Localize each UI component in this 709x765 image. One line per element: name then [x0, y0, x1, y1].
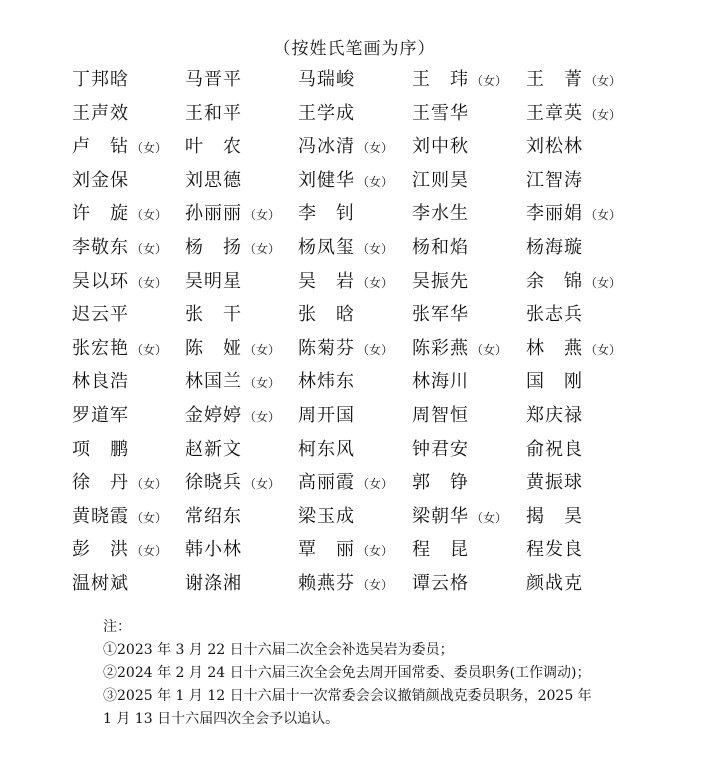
member-entry [526, 265, 621, 299]
member-entry [298, 97, 355, 131]
member-name: 刘思德 [185, 169, 242, 191]
note-line-1: ①2023 年 3 月 22 日十六届二次全会补选吴岩为委员； [103, 642, 454, 658]
female-marker: （女） [131, 275, 168, 290]
member-entry [412, 197, 469, 231]
name-row [72, 63, 672, 97]
member-name: 马晋平 [185, 69, 242, 90]
member-name: 王声效 [72, 102, 129, 124]
member-name: 刘松林 [526, 136, 583, 158]
member-entry [72, 332, 167, 366]
female-marker: （女） [131, 141, 168, 156]
member-name: 程发良 [526, 539, 583, 561]
member-name: 柯东风 [298, 438, 355, 460]
member-entry [412, 164, 469, 198]
member-name: 孙丽丽 [185, 203, 242, 225]
member-name: 张 干 [185, 304, 242, 326]
female-marker: （女） [131, 241, 168, 256]
member-name: 林海川 [412, 371, 469, 393]
note-line-4: 1 月 13 日十六届四次全会予以追认。 [103, 711, 340, 727]
member-name: 徐晓兵 [185, 472, 242, 494]
female-marker: （女） [244, 241, 281, 256]
member-name: 卢 钻 [72, 136, 129, 158]
member-name: 俞祝良 [526, 438, 583, 460]
member-entry [526, 197, 621, 231]
member-entry [185, 63, 242, 97]
member-name: 刘金保 [72, 169, 129, 191]
member-name-grid [72, 63, 672, 601]
member-entry [185, 433, 242, 467]
member-name: 杨和焰 [412, 236, 469, 258]
member-name: 刘健华 [298, 169, 355, 191]
member-entry [412, 265, 469, 299]
member-entry [72, 533, 167, 567]
member-entry [185, 164, 242, 198]
member-name: 余 锦 [526, 270, 583, 292]
member-name: 吴明星 [185, 270, 242, 292]
member-entry [526, 567, 583, 601]
notes-section [103, 616, 663, 731]
member-entry [526, 332, 621, 366]
member-entry [298, 197, 355, 231]
member-entry [72, 567, 129, 601]
female-marker: （女） [357, 477, 394, 492]
member-entry [72, 231, 167, 265]
name-row [72, 533, 672, 567]
member-name: 郑庆禄 [526, 404, 583, 426]
female-marker: （女） [131, 544, 168, 559]
member-entry [526, 500, 583, 534]
female-marker: （女） [357, 544, 394, 559]
member-entry [72, 365, 129, 399]
member-entry [185, 466, 280, 500]
female-marker: （女） [244, 342, 281, 357]
member-name: 国 刚 [526, 371, 583, 393]
female-marker: （女） [585, 275, 622, 290]
name-row [72, 399, 672, 433]
member-name: 吴以环 [72, 270, 129, 292]
name-row [72, 265, 672, 299]
female-marker: （女） [585, 107, 622, 122]
member-entry [185, 231, 280, 265]
female-marker: （女） [585, 342, 622, 357]
female-marker: （女） [131, 477, 168, 492]
female-marker: （女） [585, 208, 622, 223]
name-row [72, 164, 672, 198]
member-name: 江智涛 [526, 169, 583, 191]
member-entry [412, 466, 469, 500]
member-name: 王学成 [298, 102, 355, 124]
member-name: 林良浩 [72, 371, 129, 393]
member-entry [526, 399, 583, 433]
member-entry [412, 298, 469, 332]
member-entry [298, 298, 355, 332]
member-name: 李 钊 [298, 203, 355, 225]
name-row [72, 130, 672, 164]
member-name: 刘中秋 [412, 136, 469, 158]
member-entry [185, 265, 242, 299]
member-entry [298, 500, 355, 534]
name-row [72, 298, 672, 332]
member-name: 张宏艳 [72, 337, 129, 359]
member-entry [526, 97, 621, 131]
name-row [72, 197, 672, 231]
member-name: 王雪华 [412, 102, 469, 124]
note-line-3: ③2025 年 1 月 12 日十六届十一次常委会会议撤销颜战克委员职务，2025 年 [103, 688, 592, 704]
member-name: 张志兵 [526, 304, 583, 326]
member-name: 王 菁 [526, 69, 583, 90]
female-marker: （女） [357, 342, 394, 357]
member-entry [412, 365, 469, 399]
member-entry [412, 533, 469, 567]
member-entry [72, 265, 167, 299]
member-entry [185, 97, 242, 131]
member-name: 钟君安 [412, 438, 469, 460]
member-name: 揭 昊 [526, 505, 583, 527]
member-entry [72, 399, 129, 433]
name-row [72, 231, 672, 265]
member-entry [185, 332, 280, 366]
name-row [72, 433, 672, 467]
female-marker: （女） [471, 74, 508, 88]
member-entry [412, 332, 507, 366]
member-name: 常绍东 [185, 505, 242, 527]
member-entry [412, 433, 469, 467]
female-marker: （女） [131, 208, 168, 223]
member-name: 颜战克 [526, 572, 583, 594]
member-entry [72, 466, 167, 500]
female-marker: （女） [357, 174, 394, 189]
member-entry [185, 533, 242, 567]
member-name: 吴 岩 [298, 270, 355, 292]
female-marker: （女） [244, 477, 281, 492]
member-entry [298, 365, 355, 399]
member-name: 谭云格 [412, 572, 469, 594]
member-entry [526, 298, 583, 332]
member-entry [72, 130, 167, 164]
name-row [72, 365, 672, 399]
member-entry [526, 365, 583, 399]
female-marker: （女） [357, 577, 394, 592]
member-entry [72, 298, 129, 332]
member-name: 丁邦晗 [72, 69, 129, 90]
member-name: 许 旋 [72, 203, 129, 225]
member-name: 程 昆 [412, 539, 469, 561]
member-name: 张军华 [412, 304, 469, 326]
member-name: 赖燕芬 [298, 572, 355, 594]
female-marker: （女） [471, 342, 508, 357]
member-entry [298, 533, 393, 567]
member-name: 周智恒 [412, 404, 469, 426]
member-entry [298, 164, 393, 198]
member-name: 杨海璇 [526, 236, 583, 258]
member-entry [526, 533, 583, 567]
member-name: 项 鹏 [72, 438, 129, 460]
member-entry [412, 399, 469, 433]
member-name: 韩小林 [185, 539, 242, 561]
member-name: 江则昊 [412, 169, 469, 191]
member-name: 陈 娅 [185, 337, 242, 359]
member-name: 谢涤湘 [185, 572, 242, 594]
member-entry [185, 298, 242, 332]
member-entry [185, 130, 242, 164]
member-name: 李丽娟 [526, 203, 583, 225]
member-entry [298, 265, 393, 299]
member-entry [412, 130, 469, 164]
member-name: 梁朝华 [412, 505, 469, 527]
member-name: 黄振球 [526, 472, 583, 494]
member-entry [72, 63, 129, 97]
member-entry [72, 97, 129, 131]
member-name: 李敬东 [72, 236, 129, 258]
member-entry [185, 197, 280, 231]
list-heading: （按姓氏笔画为序） [273, 39, 436, 59]
female-marker: （女） [244, 376, 281, 391]
member-entry [185, 399, 280, 433]
member-name: 王章英 [526, 102, 583, 124]
member-name: 赵新文 [185, 438, 242, 460]
member-entry [526, 433, 583, 467]
member-entry [185, 500, 242, 534]
member-name: 彭 洪 [72, 539, 129, 561]
member-entry [72, 500, 167, 534]
member-name: 陈彩燕 [412, 337, 469, 359]
member-name: 黄晓霞 [72, 505, 129, 527]
female-marker: （女） [471, 510, 508, 525]
name-row [72, 567, 672, 601]
member-entry [185, 365, 280, 399]
member-entry [72, 433, 129, 467]
member-entry [412, 567, 469, 601]
female-marker: （女） [244, 409, 281, 424]
member-entry [185, 567, 242, 601]
female-marker: （女） [244, 208, 281, 223]
member-entry [298, 231, 393, 265]
member-name: 覃 丽 [298, 539, 355, 561]
member-entry [526, 466, 583, 500]
member-name: 李水生 [412, 203, 469, 225]
name-row [72, 97, 672, 131]
female-marker: （女） [357, 241, 394, 256]
member-entry [298, 433, 355, 467]
member-name: 马瑞峻 [298, 69, 355, 90]
member-name: 陈菊芬 [298, 337, 355, 359]
female-marker: （女） [585, 74, 622, 88]
member-name: 梁玉成 [298, 505, 355, 527]
member-entry [412, 97, 469, 131]
note-line-2: ②2024 年 2 月 24 日十六届三次全会免去周开国常委、委员职务(工作调动)； [103, 665, 591, 681]
member-name: 周开国 [298, 404, 355, 426]
member-entry [412, 500, 507, 534]
female-marker: （女） [131, 510, 168, 525]
member-entry [526, 63, 621, 97]
member-name: 金婷婷 [185, 404, 242, 426]
member-name: 徐 丹 [72, 472, 129, 494]
name-row [72, 332, 672, 366]
member-entry [526, 164, 583, 198]
member-name: 林国兰 [185, 371, 242, 393]
member-name: 林 燕 [526, 337, 583, 359]
member-name: 郭 铮 [412, 472, 469, 494]
member-entry [298, 567, 393, 601]
name-row [72, 500, 672, 534]
member-entry [298, 63, 355, 97]
female-marker: （女） [357, 275, 394, 290]
member-name: 张 晗 [298, 304, 355, 326]
female-marker: （女） [131, 342, 168, 357]
member-name: 迟云平 [72, 304, 129, 326]
female-marker: （女） [357, 141, 394, 156]
member-entry [72, 164, 129, 198]
member-name: 高丽霞 [298, 472, 355, 494]
member-name: 罗道军 [72, 404, 129, 426]
member-entry [298, 466, 393, 500]
member-name: 林炜东 [298, 371, 355, 393]
member-entry [412, 231, 469, 265]
member-name: 杨凤玺 [298, 236, 355, 258]
member-entry [412, 63, 507, 97]
member-entry [298, 130, 393, 164]
member-entry [72, 197, 167, 231]
member-entry [298, 332, 393, 366]
member-name: 王和平 [185, 102, 242, 124]
member-entry [298, 399, 355, 433]
notes-title: 注： [103, 619, 131, 635]
member-name: 王 玮 [412, 69, 469, 90]
member-name: 吴振先 [412, 270, 469, 292]
member-name: 杨 扬 [185, 236, 242, 258]
name-row [72, 466, 672, 500]
member-name: 冯冰清 [298, 136, 355, 158]
member-entry [526, 231, 583, 265]
member-name: 温树斌 [72, 572, 129, 594]
member-name: 叶 农 [185, 136, 242, 158]
member-entry [526, 130, 583, 164]
